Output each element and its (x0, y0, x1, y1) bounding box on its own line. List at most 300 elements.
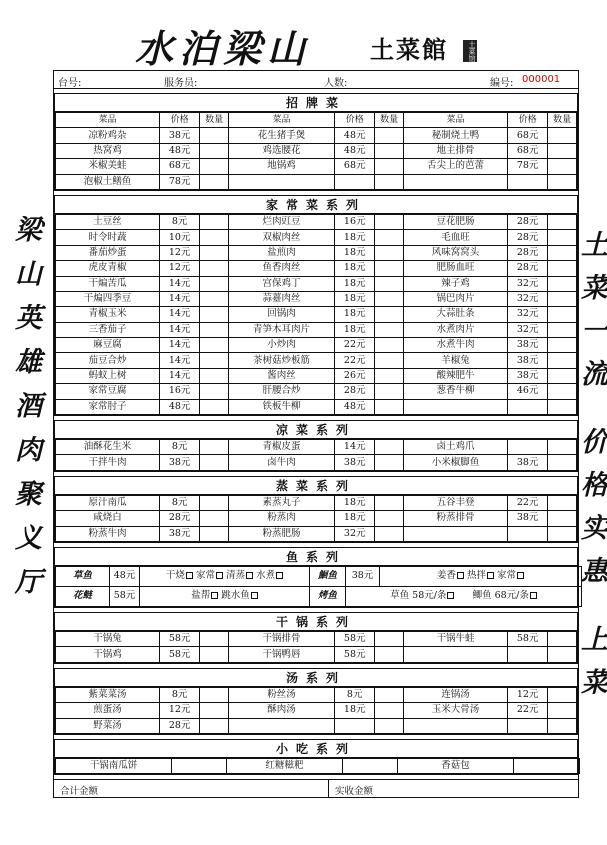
dish-price: 22元 (335, 338, 375, 353)
dish-name: 油酥花生米 (56, 440, 160, 455)
dish-name: 水煮牛肉 (404, 338, 508, 353)
dish-row (56, 631, 577, 646)
fish-price: 48元 (110, 566, 140, 586)
dish-name: 野菜汤 (56, 718, 160, 733)
dish-name: 盐煎肉 (228, 245, 334, 260)
fish-options[interactable] (380, 566, 582, 586)
qty-cell[interactable] (548, 718, 577, 733)
checkbox[interactable] (517, 572, 524, 579)
fish-name: 花鲢 (56, 586, 110, 606)
qty-cell[interactable] (200, 276, 229, 291)
qty-cell[interactable] (200, 307, 229, 322)
qty-cell[interactable] (548, 368, 577, 383)
qty-cell[interactable] (200, 143, 229, 158)
dish-price: 32元 (507, 276, 547, 291)
dish-name: 鸡选腰花 (228, 143, 334, 158)
fish-options[interactable] (140, 566, 310, 586)
qty-cell[interactable] (375, 261, 404, 276)
dish-price: 14元 (159, 353, 199, 368)
dish-price: 32元 (507, 307, 547, 322)
dish-price: 68元 (507, 128, 547, 143)
qty-cell[interactable] (548, 495, 577, 510)
dish-name: 粉蒸排骨 (404, 511, 508, 526)
dish-name: 玉米大骨汤 (404, 703, 508, 718)
qty-cell[interactable] (548, 214, 577, 229)
totals-row (54, 779, 578, 797)
dish-price: 8元 (159, 440, 199, 455)
grilled-fish-options[interactable] (346, 586, 582, 606)
dish-name: 咸烧白 (56, 511, 160, 526)
serial-number: 000001 (522, 74, 561, 85)
qty-cell[interactable] (375, 338, 404, 353)
dish-price: 22元 (507, 495, 547, 510)
dish-row (56, 230, 577, 245)
dish-name: 粉蒸牛肉 (56, 526, 160, 541)
dish-price: 38元 (507, 511, 547, 526)
dish-price: 28元 (507, 261, 547, 276)
dish-row (56, 338, 577, 353)
qty-cell[interactable] (548, 338, 577, 353)
dish-price: 14元 (159, 276, 199, 291)
dish-name: 铁板牛柳 (228, 399, 334, 414)
section-title: 干锅系列 (55, 613, 577, 631)
qty-cell[interactable] (548, 245, 577, 260)
qty-cell[interactable] (200, 230, 229, 245)
dish-name: 大蒜肚条 (404, 307, 508, 322)
dish-row (56, 353, 577, 368)
qty-cell[interactable] (375, 214, 404, 229)
fish-row (56, 586, 582, 606)
section-title: 汤系列 (55, 669, 577, 687)
dish-price: 58元 (335, 647, 375, 662)
qty-cell[interactable] (200, 322, 229, 337)
checkbox[interactable] (530, 592, 537, 599)
qty-cell[interactable] (548, 291, 577, 306)
dish-price: 68元 (159, 159, 199, 174)
qty-cell[interactable] (375, 495, 404, 510)
dish-name: 虎皮青椒 (56, 261, 160, 276)
dish-name: 卤土鸡爪 (404, 440, 508, 455)
section-title: 小吃系列 (55, 740, 577, 758)
dish-name: 羊椒兔 (404, 353, 508, 368)
fish-option-label: 清蒸 (226, 570, 246, 582)
dish-price: 58元 (159, 647, 199, 662)
dish-price (507, 718, 547, 733)
qty-cell[interactable] (548, 261, 577, 276)
dish-name (404, 647, 508, 662)
qty-cell[interactable] (548, 687, 577, 702)
dish-row (56, 703, 577, 718)
dish-price: 22元 (507, 703, 547, 718)
dish-name: 茄豆合炒 (56, 353, 160, 368)
dish-price: 58元 (507, 631, 547, 646)
qty-cell[interactable] (200, 455, 229, 470)
qty-cell[interactable] (200, 368, 229, 383)
dish-row (56, 261, 577, 276)
dish-name: 凉粉鸡杂 (56, 128, 160, 143)
fish-option-label: 跳水鱼 (221, 590, 250, 602)
dish-price: 28元 (159, 511, 199, 526)
qty-cell[interactable] (375, 159, 404, 174)
dish-name: 地锅鸡 (228, 159, 334, 174)
section-fish (54, 547, 578, 608)
dish-price: 8元 (159, 687, 199, 702)
column-header: 价格 (507, 113, 547, 128)
qty-cell[interactable] (200, 174, 229, 189)
dish-name: 香菇包 (398, 758, 514, 773)
dish-name: 舌尖上的芭蕾 (404, 159, 508, 174)
qty-cell[interactable] (548, 322, 577, 337)
dish-price: 10元 (159, 230, 199, 245)
fish-option-label: 家常 (195, 570, 215, 582)
dish-price: 18元 (335, 322, 375, 337)
dish-row (56, 322, 577, 337)
qty-cell[interactable] (200, 631, 229, 646)
dish-name: 时令时蔬 (56, 230, 160, 245)
dish-name: 五谷丰登 (404, 495, 508, 510)
qty-cell[interactable] (375, 276, 404, 291)
dish-price: 14元 (159, 291, 199, 306)
dish-row (56, 276, 577, 291)
qty-cell[interactable] (172, 758, 227, 773)
dish-name: 卤牛肉 (228, 455, 334, 470)
qty-cell[interactable] (548, 511, 577, 526)
dish-name: 干锅牛蛙 (404, 631, 508, 646)
fish-option-label: 姜香 (436, 570, 456, 582)
dish-price: 32元 (507, 322, 547, 337)
section-title: 家常菜系列 (55, 196, 577, 214)
qty-cell[interactable] (375, 322, 404, 337)
qty-cell[interactable] (548, 128, 577, 143)
dish-row (56, 399, 577, 414)
dish-price: 18元 (335, 276, 375, 291)
dish-name: 煎蛋汤 (56, 703, 160, 718)
dish-price: 48元 (159, 143, 199, 158)
qty-cell[interactable] (375, 307, 404, 322)
qty-cell[interactable] (200, 399, 229, 414)
dish-row (56, 307, 577, 322)
serial-label: 编号: (490, 78, 514, 89)
guest-count-label: 人数: (324, 78, 348, 89)
dish-name: 茶树菇炒板筋 (228, 353, 334, 368)
qty-cell[interactable] (375, 399, 404, 414)
qty-cell[interactable] (200, 647, 229, 662)
dish-name (228, 174, 334, 189)
dish-price: 32元 (335, 526, 375, 541)
dish-table (55, 439, 577, 471)
qty-cell[interactable] (200, 353, 229, 368)
dish-row (56, 687, 577, 702)
dish-row (56, 511, 577, 526)
dish-name: 辣子鸡 (404, 276, 508, 291)
column-header: 数量 (548, 113, 577, 128)
dish-name: 青笋木耳肉片 (228, 322, 334, 337)
dish-row (56, 128, 577, 143)
dish-price (507, 174, 547, 189)
qty-cell[interactable] (200, 338, 229, 353)
column-header: 价格 (159, 113, 199, 128)
section-drypot (54, 612, 578, 664)
dish-name: 秘制烧土鸭 (404, 128, 508, 143)
qty-cell[interactable] (200, 291, 229, 306)
qty-cell[interactable] (375, 687, 404, 702)
fish-name: 草鱼 (56, 566, 110, 586)
dish-price: 12元 (159, 703, 199, 718)
dish-name: 肥肠血旺 (404, 261, 508, 276)
dish-price: 8元 (159, 214, 199, 229)
section-cold (54, 420, 578, 472)
dish-name: 红糖糍粑 (227, 758, 343, 773)
dish-price: 18元 (335, 261, 375, 276)
qty-cell[interactable] (375, 128, 404, 143)
checkbox[interactable] (447, 592, 454, 599)
qty-cell[interactable] (548, 174, 577, 189)
dish-price (507, 526, 547, 541)
total-amount-label: 合计金额 (54, 780, 329, 797)
qty-cell[interactable] (375, 455, 404, 470)
seal-stamp: 土菜馆 (463, 40, 477, 62)
qty-cell[interactable] (548, 455, 577, 470)
dish-price (507, 399, 547, 414)
qty-cell[interactable] (375, 143, 404, 158)
dish-row (56, 647, 577, 662)
dish-row (56, 495, 577, 510)
qty-cell[interactable] (548, 631, 577, 646)
dish-name: 紫菜菜汤 (56, 687, 160, 702)
dish-price: 38元 (507, 338, 547, 353)
dish-price: 28元 (507, 245, 547, 260)
dish-table (55, 214, 577, 415)
dish-name: 酥肉汤 (228, 703, 334, 718)
qty-cell[interactable] (200, 718, 229, 733)
qty-cell[interactable] (548, 353, 577, 368)
snack-table (55, 758, 580, 774)
dish-name (404, 399, 508, 414)
dish-name: 鱼香肉丝 (228, 261, 334, 276)
dish-table (55, 631, 577, 663)
qty-cell[interactable] (375, 174, 404, 189)
dish-row (56, 440, 577, 455)
fish-option-label: 热拌 (466, 570, 486, 582)
dish-name: 原汁南瓜 (56, 495, 160, 510)
dish-name: 风味窝窝头 (404, 245, 508, 260)
checkbox[interactable] (186, 572, 193, 579)
qty-cell[interactable] (375, 440, 404, 455)
qty-cell[interactable] (375, 703, 404, 718)
dish-row (56, 758, 580, 773)
column-header: 菜品 (56, 113, 160, 128)
qty-cell[interactable] (375, 718, 404, 733)
dish-name: 米椒美蛙 (56, 159, 160, 174)
dish-price: 38元 (335, 455, 375, 470)
dish-name: 酸辣肥牛 (404, 368, 508, 383)
qty-cell[interactable] (200, 245, 229, 260)
dish-name: 蒜薹肉丝 (228, 291, 334, 306)
fish-name: 鮰鱼 (310, 566, 346, 586)
qty-cell[interactable] (548, 526, 577, 541)
qty-cell[interactable] (375, 368, 404, 383)
dish-price: 12元 (159, 245, 199, 260)
section-title: 蒸菜系列 (55, 477, 577, 495)
qty-cell[interactable] (200, 128, 229, 143)
dish-price: 18元 (335, 495, 375, 510)
dish-name (404, 718, 508, 733)
dish-price: 38元 (507, 353, 547, 368)
qty-cell[interactable] (548, 384, 577, 399)
qty-cell[interactable] (375, 647, 404, 662)
checkbox[interactable] (246, 572, 253, 579)
dish-price: 46元 (507, 384, 547, 399)
checkbox[interactable] (216, 572, 223, 579)
qty-cell[interactable] (200, 526, 229, 541)
dish-name: 干锅鸭唇 (228, 647, 334, 662)
dish-name: 青椒皮蛋 (228, 440, 334, 455)
dish-price: 12元 (507, 687, 547, 702)
qty-cell[interactable] (375, 245, 404, 260)
dish-name: 干锅排骨 (228, 631, 334, 646)
dish-row (56, 214, 577, 229)
grilled-fish-item: 鲫鱼 68元/条 (472, 590, 529, 602)
fish-option-label: 水煮 (256, 570, 276, 582)
dish-price: 38元 (159, 128, 199, 143)
qty-cell[interactable] (375, 631, 404, 646)
qty-cell[interactable] (200, 384, 229, 399)
dish-price: 28元 (507, 214, 547, 229)
checkbox[interactable] (251, 592, 258, 599)
dish-table (55, 495, 577, 542)
dish-price: 12元 (159, 261, 199, 276)
grilled-fish-item: 草鱼 58元/条 (390, 590, 447, 602)
qty-cell[interactable] (548, 143, 577, 158)
dish-name: 家常肘子 (56, 399, 160, 414)
dish-name: 麻豆腐 (56, 338, 160, 353)
dish-name: 干锅鸡 (56, 647, 160, 662)
checkbox[interactable] (487, 572, 494, 579)
column-header: 数量 (375, 113, 404, 128)
qty-cell[interactable] (200, 159, 229, 174)
dish-price: 28元 (159, 718, 199, 733)
qty-cell[interactable] (200, 261, 229, 276)
dish-price: 14元 (159, 368, 199, 383)
dish-price: 22元 (335, 353, 375, 368)
left-slogan: 梁山英雄酒肉聚义厅 (10, 215, 41, 611)
qty-cell[interactable] (375, 291, 404, 306)
dish-price (507, 647, 547, 662)
right-slogan: 土菜一流 价格实惠 上菜 (576, 230, 607, 711)
qty-cell[interactable] (548, 440, 577, 455)
section-home (54, 195, 578, 416)
dish-price: 18元 (335, 703, 375, 718)
qty-cell[interactable] (200, 495, 229, 510)
qty-cell[interactable] (375, 511, 404, 526)
dish-price: 14元 (335, 440, 375, 455)
dish-row (56, 291, 577, 306)
dish-name: 豆花肥肠 (404, 214, 508, 229)
dish-name: 酱肉丝 (228, 368, 334, 383)
qty-cell[interactable] (200, 440, 229, 455)
order-sheet (53, 70, 579, 798)
header-row (56, 113, 577, 128)
qty-cell[interactable] (548, 647, 577, 662)
dish-price: 14元 (159, 307, 199, 322)
dish-price: 14元 (159, 338, 199, 353)
dish-price: 32元 (507, 291, 547, 306)
dish-name: 葱香牛柳 (404, 384, 508, 399)
qty-cell[interactable] (548, 230, 577, 245)
qty-cell[interactable] (548, 703, 577, 718)
dish-price: 58元 (159, 631, 199, 646)
dish-name: 宫保鸡丁 (228, 276, 334, 291)
dish-row (56, 718, 577, 733)
dish-name: 干煸苦瓜 (56, 276, 160, 291)
column-header: 价格 (335, 113, 375, 128)
qty-cell[interactable] (375, 384, 404, 399)
dish-name: 素蒸丸子 (228, 495, 334, 510)
dish-name: 锅巴肉片 (404, 291, 508, 306)
qty-cell[interactable] (343, 758, 398, 773)
qty-cell[interactable] (548, 399, 577, 414)
dish-price: 38元 (507, 368, 547, 383)
dish-price: 68元 (335, 159, 375, 174)
qty-cell[interactable] (200, 511, 229, 526)
column-header: 菜品 (228, 113, 334, 128)
checkbox[interactable] (276, 572, 283, 579)
qty-cell[interactable] (375, 526, 404, 541)
qty-cell[interactable] (548, 307, 577, 322)
dish-name: 烂肉豇豆 (228, 214, 334, 229)
section-signature (54, 93, 578, 191)
qty-cell[interactable] (200, 687, 229, 702)
section-title: 招牌菜 (55, 94, 577, 112)
fish-options[interactable] (140, 586, 310, 606)
dish-name: 番茄炒蛋 (56, 245, 160, 260)
fish-price: 58元 (110, 586, 140, 606)
dish-price: 78元 (159, 174, 199, 189)
dish-price: 28元 (335, 384, 375, 399)
dish-name: 土豆丝 (56, 214, 160, 229)
qty-cell[interactable] (375, 230, 404, 245)
checkbox[interactable] (457, 572, 464, 579)
dish-name: 小米椒脚鱼 (404, 455, 508, 470)
dish-price: 8元 (159, 495, 199, 510)
qty-cell[interactable] (200, 703, 229, 718)
dish-name: 水煮肉片 (404, 322, 508, 337)
dish-price: 48元 (159, 399, 199, 414)
dish-name: 粉蒸肉 (228, 511, 334, 526)
qty-cell[interactable] (548, 276, 577, 291)
dish-price: 18元 (335, 291, 375, 306)
dish-name (228, 718, 334, 733)
section-snack (54, 739, 578, 775)
qty-cell[interactable] (548, 159, 577, 174)
dish-price (335, 174, 375, 189)
qty-cell[interactable] (514, 758, 580, 773)
dish-price: 78元 (507, 159, 547, 174)
checkbox[interactable] (211, 592, 218, 599)
dish-name: 粉蒸肥肠 (228, 526, 334, 541)
fish-option-label: 干烧 (165, 570, 185, 582)
qty-cell[interactable] (200, 214, 229, 229)
dish-price: 18元 (335, 307, 375, 322)
dish-row (56, 455, 577, 470)
dish-row (56, 368, 577, 383)
table-number-label: 台号: (58, 78, 82, 89)
order-info-row (54, 71, 578, 89)
qty-cell[interactable] (375, 353, 404, 368)
dish-price: 68元 (507, 143, 547, 158)
dish-name: 干煸四季豆 (56, 291, 160, 306)
waiter-label: 服务员: (164, 78, 198, 89)
